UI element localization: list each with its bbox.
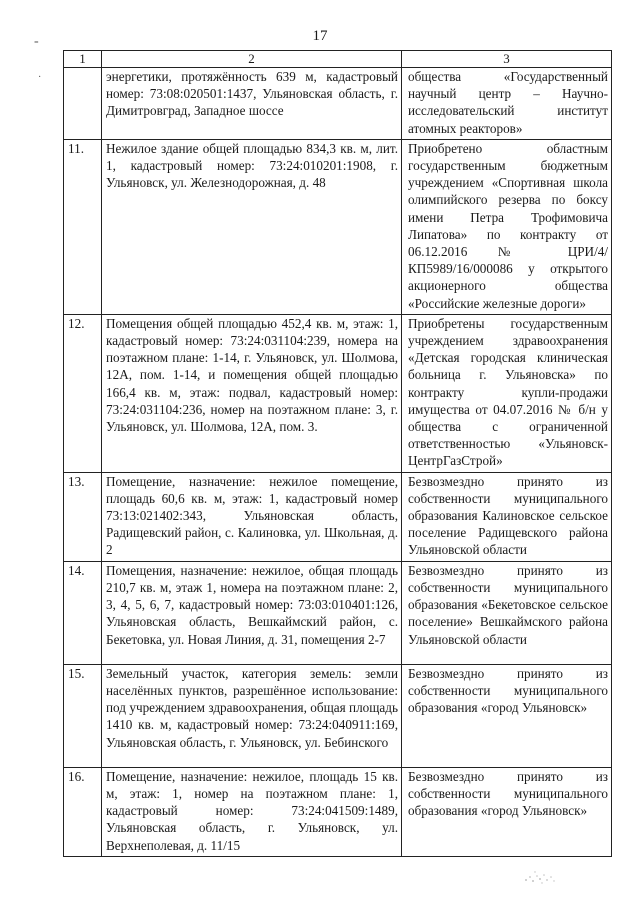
acquisition-basis: Безвозмездно принято из собственности муниципального образования «город Ульяновск»: [402, 664, 612, 767]
row-number: 16.: [64, 767, 102, 856]
row-number: 12.: [64, 314, 102, 472]
table-row: [64, 314, 612, 472]
acquisition-basis: Приобретены государственным учреждением здравоохранения «Детская городская клиническая больница г. Ульяновска» по контракту купли-продажи имущества от 04.07.2016 № б/н у общества с ограниченной ответственностью «Ульяновск-ЦентрГазСтрой»: [402, 314, 612, 472]
faint-stamp-mark: [520, 866, 560, 888]
row-number: 14.: [64, 561, 102, 664]
acquisition-basis: Приобретено областным государственным бюджетным учреждением «Спортивная школа олимпийского резерва по боксу имени Петра Трофимовича Липатова» по контракту от 06.12.2016 № ЦРИ/4/КП5989/16/000086 у открытого акционерного общества «Российские железные дороги»: [402, 139, 612, 314]
header-row: [64, 51, 612, 68]
row-number: 15.: [64, 664, 102, 767]
acquisition-basis: Безвозмездно принято из собственности муниципального образования «Бекетовское сельское поселение» Вешкаймского района Ульяновской области: [402, 561, 612, 664]
acquisition-basis: Безвозмездно принято из собственности муниципального образования «город Ульяновск»: [402, 767, 612, 856]
table-row: [64, 139, 612, 314]
header-col-2: 2: [102, 51, 402, 68]
table-row: [64, 68, 612, 140]
property-description: Помещения, назначение: нежилое, общая площадь 210,7 кв. м, этаж 1, номера на поэтажном плане: 2, 3, 4, 5, 6, 7, кадастровый номер: 73:03:010401:126, Ульяновская область, Вешкаймский район, с. Бекетовка, ул. Новая Линия, д. 31, помещения 2-7: [102, 561, 402, 664]
property-table: [63, 50, 612, 857]
acquisition-basis: Безвозмездно принято из собственности муниципального образования Калиновское сельское поселение Радищевского района Ульяновской области: [402, 472, 612, 561]
header-col-1: 1: [64, 51, 102, 68]
table-row: [64, 767, 612, 856]
table-row: [64, 561, 612, 664]
margin-dash-mark: -: [34, 34, 39, 49]
property-description: Помещение, назначение: нежилое, площадь 15 кв. м, этаж: 1, номер на поэтажном плане: 1, кадастровый номер: 73:24:041509:1489, Ульяновская область, г. Ульяновск, ул. Верхнеполевая, д. 11/15: [102, 767, 402, 856]
property-description: Нежилое здание общей площадью 834,3 кв. м, лит. 1, кадастровый номер: 73:24:010201:1908, г. Ульяновск, ул. Железнодорожная, д. 48: [102, 139, 402, 314]
margin-dot-mark: ·: [38, 72, 42, 83]
row-number: 13.: [64, 472, 102, 561]
property-description: Помещения общей площадью 452,4 кв. м, этаж: 1, кадастровый номер: 73:24:031104:239, номера на поэтажном плане: 1-14, г. Ульяновск, ул. Шолмова, 12А, пом. 1-14, и помещения общей площадью 166,4 кв. м, этаж: подвал, кадастровый номер: 73:24:031104:236, номер на поэтажном плане: 3, г. Ульяновск, ул. Шолмова, 12А, пом. 3.: [102, 314, 402, 472]
page-number: 17: [312, 28, 328, 44]
table-row: [64, 472, 612, 561]
property-description: Земельный участок, категория земель: земли населённых пунктов, разрешённое использование: под учреждением здравоохранения, общая площадь 1410 кв. м, кадастровый номер: 73:24:040911:169, Ульяновская область, г. Ульяновск, ул. Бебинского: [102, 664, 402, 767]
property-description: энергетики, протяжённость 639 м, кадастровый номер: 73:08:020501:1437, Ульяновская область, г. Димитровград, Западное шоссе: [102, 68, 402, 140]
header-col-3: 3: [402, 51, 612, 68]
acquisition-basis: общества «Государственный научный центр – Научно-исследовательский институт атомных реакторов»: [402, 68, 612, 140]
table-row: [64, 664, 612, 767]
row-number: 11.: [64, 139, 102, 314]
row-number: [64, 68, 102, 140]
property-description: Помещение, назначение: нежилое помещение, площадь 60,6 кв. м, этаж: 1, кадастровый номер 73:13:021402:343, Ульяновская область, Радищевский район, с. Калиновка, ул. Школьная, д. 2: [102, 472, 402, 561]
